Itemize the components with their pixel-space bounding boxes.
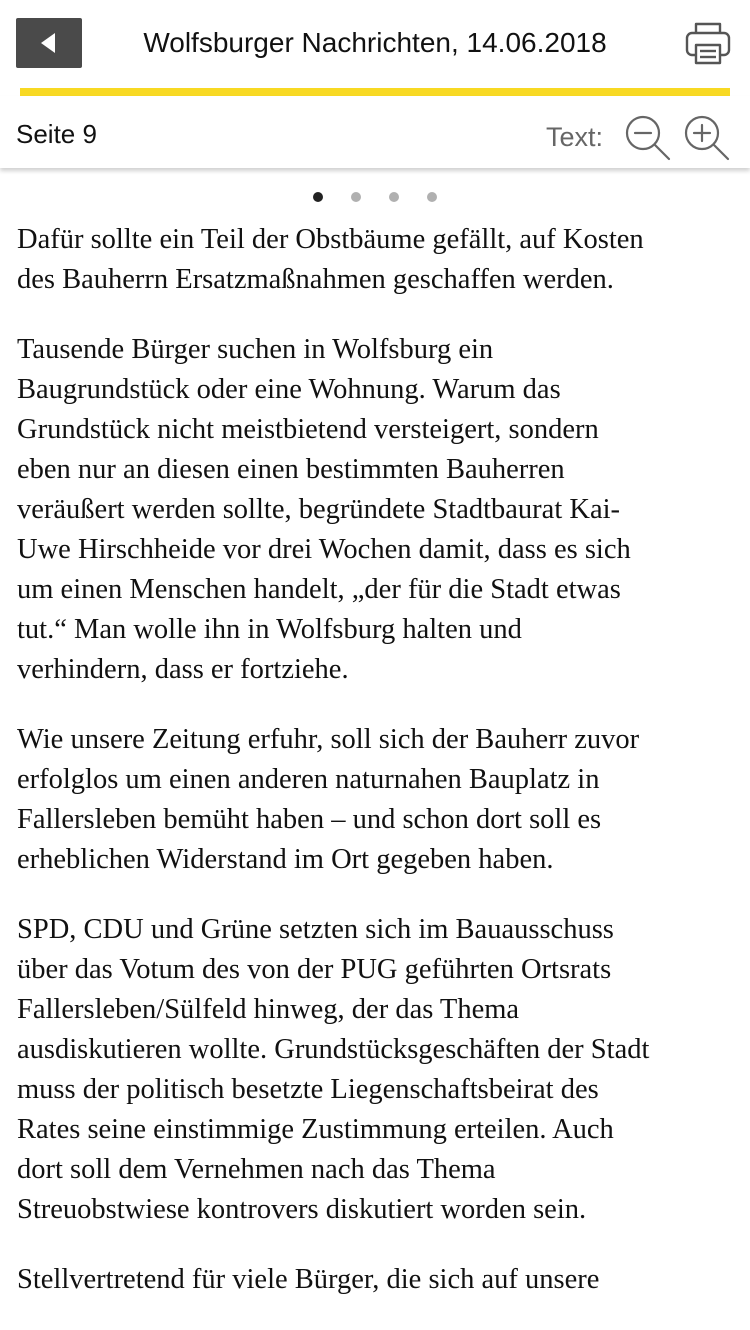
printer-icon[interactable] bbox=[684, 20, 732, 66]
article-paragraph bbox=[17, 1260, 733, 1300]
page-indicator bbox=[0, 192, 750, 204]
article-paragraph bbox=[17, 220, 733, 300]
page-indicator-dot[interactable] bbox=[389, 192, 399, 202]
article-line: Streuobstwiese kontrovers diskutiert worden sein. bbox=[17, 1194, 587, 1225]
article-line: Uwe Hirschheide vor drei Wochen damit, dass es sich bbox=[17, 534, 631, 565]
article-line: SPD, CDU und Grüne setzten sich im Bauausschuss bbox=[17, 914, 614, 945]
article-line: Rates seine einstimmige Zustimmung erteilen. Auch bbox=[17, 1114, 614, 1145]
page-indicator-dot[interactable] bbox=[427, 192, 437, 202]
article-line: verhindern, dass er fortziehe. bbox=[17, 654, 349, 685]
toolbar bbox=[0, 96, 750, 168]
article-line: ausdiskutieren wollte. Grundstücksgeschäften der Stadt bbox=[17, 1034, 650, 1065]
article-line: des Bauherrn Ersatzmaßnahmen geschaffen werden. bbox=[17, 264, 614, 295]
article-line: Tausende Bürger suchen in Wolfsburg ein bbox=[17, 334, 494, 365]
page-title: Wolfsburger Nachrichten, 14.06.2018 bbox=[143, 27, 607, 58]
article-line: Baugrundstück oder eine Wohnung. Warum das bbox=[17, 374, 561, 405]
article-line: muss der politisch besetzte Liegenschaftsbeirat des bbox=[17, 1074, 599, 1105]
page-indicator-dot[interactable] bbox=[313, 192, 323, 202]
article-line: erheblichen Widerstand im Ort gegeben haben. bbox=[17, 844, 554, 875]
article-line: Fallersleben/Sülfeld hinweg, der das Thema bbox=[17, 994, 520, 1025]
article-line: Wie unsere Zeitung erfuhr, soll sich der Bauherr zuvor bbox=[17, 724, 640, 755]
article-line: Fallersleben bemüht haben – und schon dort soll es bbox=[17, 804, 602, 835]
back-arrow-icon bbox=[41, 33, 55, 53]
article-line: tut.“ Man wolle ihn in Wolfsburg halten und bbox=[17, 614, 522, 645]
article-line: um einen Menschen handelt, „der für die Stadt etwas bbox=[17, 574, 621, 605]
article-line: eben nur an diesen einen bestimmten Bauherren bbox=[17, 454, 565, 485]
back-button[interactable] bbox=[16, 18, 82, 68]
article-line: veräußert werden sollte, begründete Stadtbaurat Kai- bbox=[17, 494, 621, 525]
article-line: Grundstück nicht meistbietend versteigert, sondern bbox=[17, 414, 599, 445]
article-line: erfolglos um einen anderen naturnahen Bauplatz in bbox=[17, 764, 600, 795]
article-body bbox=[17, 220, 733, 1330]
article-line: über das Votum des von der PUG geführten Ortsrats bbox=[17, 954, 612, 985]
article-line: dort soll dem Vernehmen nach das Thema bbox=[17, 1154, 496, 1185]
page-number-label: Seite 9 bbox=[16, 119, 97, 149]
zoom-out-icon[interactable] bbox=[624, 114, 672, 162]
article-line: Dafür sollte ein Teil der Obstbäume gefällt, auf Kosten bbox=[17, 224, 644, 255]
page-indicator-dot[interactable] bbox=[351, 192, 361, 202]
article-line: Stellvertretend für viele Bürger, die sich auf unsere bbox=[17, 1264, 600, 1295]
top-bar bbox=[0, 0, 750, 88]
article-paragraph bbox=[17, 720, 733, 880]
zoom-in-icon[interactable] bbox=[683, 114, 731, 162]
accent-divider bbox=[20, 88, 730, 96]
text-size-label: Text: bbox=[546, 122, 604, 152]
article-paragraph bbox=[17, 910, 733, 1230]
article-paragraph bbox=[17, 330, 733, 690]
